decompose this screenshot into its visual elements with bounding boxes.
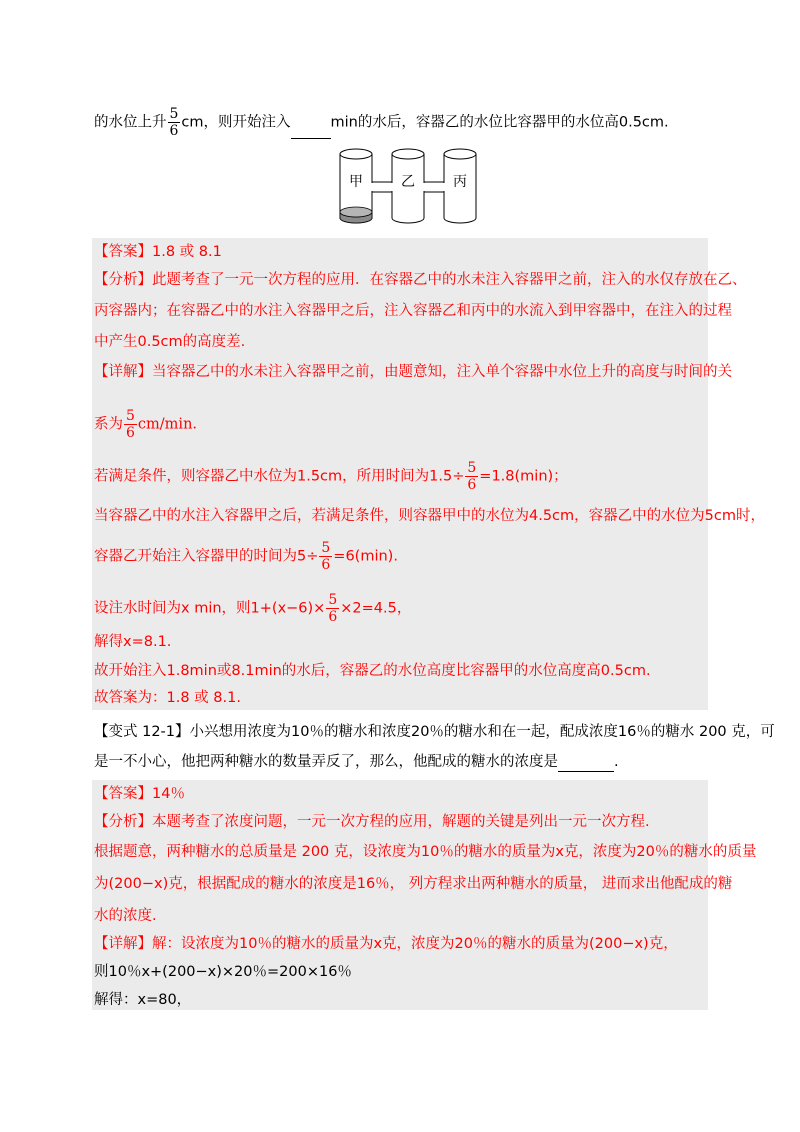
text-segment: 若满足条件，则容器乙中水位为1.5cm，所用时间为1.5÷ [94,468,465,485]
label-yi: 乙 [401,174,415,190]
analysis-line-1: 【分析】本题考查了浓度问题，一元一次方程的应用，解题的关键是列出一元一次方程. [94,814,650,830]
detail-line-9: 故答案为：1.8 或 8.1. [94,690,241,706]
text-segment: =6(min). [333,548,398,565]
text-segment: 系为 [94,416,123,433]
text-segment: ×2=4.5， [340,600,412,617]
detail-line-2: 则10％x+(200−x)×20％=200×16％ [94,964,352,980]
three-containers-diagram [334,146,484,228]
answer-blank [291,124,331,139]
detail-line-3: 解得：x=80， [94,992,192,1008]
question-stem-line-1: 【变式 12-1】小兴想用浓度为10％的糖水和浓度20％的糖水和在一起，配成浓度16％的糖水 200 克，可 [94,724,775,740]
text-segment: cm/min. [137,416,198,433]
fraction-denominator: 6 [169,123,179,139]
fraction-denominator: 6 [467,477,477,493]
fraction-numerator: 5 [328,592,338,608]
detail-line-3 [94,460,568,493]
question-continuation [94,106,669,139]
fraction-denominator: 6 [126,425,135,441]
detail-line-8: 故开始注入1.8min或8.1min的水后，容器乙的水位高度比容器甲的水位高度高0.5cm. [94,663,651,679]
analysis-line-2: 根据题意，两种糖水的总质量是 200 克，设浓度为10％的糖水的质量为x克，浓度为20％的糖水的质量 [94,844,757,860]
fraction-denominator: 6 [321,557,331,573]
detail-line-4: 当容器乙中的水注入容器甲之后，若满足条件，则容器甲中的水位为4.5cm，容器乙中的水位为5cm时， [94,508,765,524]
question-stem-line-2 [94,752,619,772]
fraction-numerator: 5 [321,540,331,556]
fraction-denominator: 6 [328,609,338,625]
text-segment: min的水后，容器乙的水位比容器甲的水位高0.5cm. [330,114,669,131]
fraction-numerator: 5 [126,408,135,424]
text-segment: cm，则开始注入 [181,114,291,131]
fraction [465,460,478,493]
label-jia: 甲 [349,174,363,190]
answer-line: 【答案】1.8 或 8.1 [94,244,222,260]
label-bing: 丙 [453,174,467,190]
analysis-line-1: 【分析】此题考查了一元一次方程的应用．在容器乙中的水未注入容器甲之前，注入的水仅存放在乙、 [94,272,747,288]
text-segment: 是一不小心，他把两种糖水的数量弄反了，那么，他配成的糖水的浓度是 [94,754,558,770]
text-segment: 设注水时间为x min，则1+(x−6)× [94,600,326,617]
detail-line-5 [94,540,398,573]
analysis-line-4: 水的浓度. [94,908,157,924]
fraction [168,106,181,139]
fraction [124,408,137,441]
text-segment: 的水位上升 [94,114,167,131]
detail-line-6 [94,592,411,625]
detail-line-1: 【详解】解：设浓度为10％的糖水的质量为x克，浓度为20％的糖水的质量为(200−x)克， [94,936,678,952]
fraction-numerator: 5 [169,106,179,122]
fraction [319,540,332,573]
text-segment: =1.8(min)； [479,468,568,485]
fraction-numerator: 5 [467,460,477,476]
text-segment: 容器乙开始注入容器甲的时间为5÷ [94,548,319,565]
text-segment: . [614,754,619,770]
detail-line-2 [94,408,197,441]
analysis-line-3: 中产生0.5cm的高度差. [94,334,246,350]
answer-blank [558,757,614,772]
fraction [326,592,339,625]
analysis-line-3: 为(200−x)克，根据配成的糖水的浓度是16％， 列方程求出两种糖水的质量， 进而求出他配成的糖 [94,876,733,892]
analysis-line-2: 丙容器内；在容器乙中的水注入容器甲之后，注入容器乙和丙中的水流入到甲容器中，在注入的过程 [94,303,732,319]
detail-line-1: 【详解】当容器乙中的水未注入容器甲之前，由题意知，注入单个容器中水位上升的高度与时间的关 [94,364,732,380]
detail-line-7: 解得x=8.1. [94,634,172,650]
answer-line: 【答案】14％ [94,786,185,802]
